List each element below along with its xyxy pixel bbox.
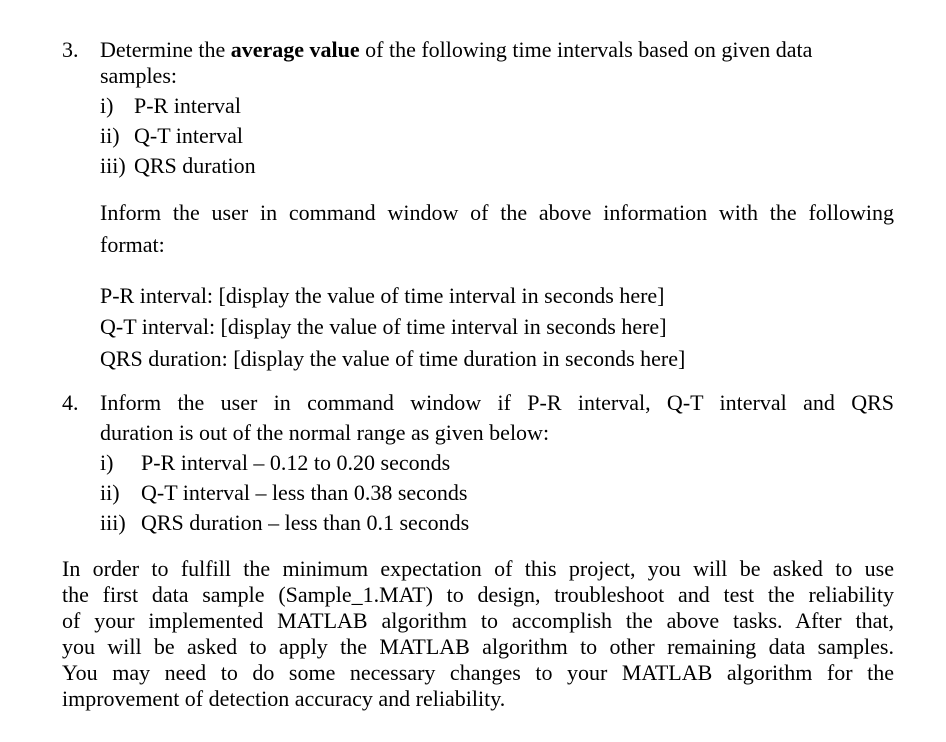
format-line-pr: P-R interval: [display the value of time interval in seconds here] bbox=[100, 283, 665, 308]
item-number: ii) bbox=[100, 123, 120, 148]
item-text: P-R interval bbox=[134, 93, 241, 118]
closing-line-3: of your implemented MATLAB algorithm to accomplish the above tasks. After that, bbox=[62, 608, 894, 633]
closing-line-6: improvement of detection accuracy and reliability. bbox=[62, 686, 506, 711]
item-text: QRS duration bbox=[134, 153, 256, 178]
closing-line-1: In order to fulfill the minimum expectation of this project, you will be asked to use bbox=[62, 556, 894, 581]
question-3-inform-line-2: format: bbox=[100, 232, 165, 257]
item-text: P-R interval – 0.12 to 0.20 seconds bbox=[141, 450, 451, 475]
closing-line-5: You may need to do some necessary changes to your MATLAB algorithm for the bbox=[62, 660, 894, 685]
question-3-bold-text: average value bbox=[230, 37, 360, 62]
question-3-number: 3. bbox=[62, 37, 79, 62]
question-3-line-1 bbox=[100, 37, 812, 63]
question-4-line-1: Inform the user in command window if P-R interval, Q-T interval and QRS bbox=[100, 390, 894, 415]
item-text: Q-T interval – less than 0.38 seconds bbox=[141, 480, 468, 505]
item-number: iii) bbox=[100, 510, 126, 535]
item-number: i) bbox=[100, 450, 114, 475]
question-3-text-before: Determine the bbox=[100, 37, 226, 62]
item-number: iii) bbox=[100, 153, 126, 178]
item-number: i) bbox=[100, 93, 114, 118]
question-4-number: 4. bbox=[62, 390, 79, 415]
item-text: Q-T interval bbox=[134, 123, 243, 148]
item-number: ii) bbox=[100, 480, 120, 505]
closing-line-2: the first data sample (Sample_1.MAT) to design, troubleshoot and test the reliability bbox=[62, 582, 894, 607]
item-text: QRS duration – less than 0.1 seconds bbox=[141, 510, 470, 535]
question-3-inform-line-1: Inform the user in command window of the above information with the following bbox=[100, 200, 894, 225]
question-3-text-after: of the following time intervals based on given data bbox=[365, 37, 813, 62]
question-3-line-2: samples: bbox=[100, 63, 177, 88]
format-line-qrs: QRS duration: [display the value of time duration in seconds here] bbox=[100, 346, 686, 371]
question-4-line-2: duration is out of the normal range as given below: bbox=[100, 420, 550, 445]
closing-line-4: you will be asked to apply the MATLAB algorithm to other remaining data samples. bbox=[62, 634, 894, 659]
format-line-qt: Q-T interval: [display the value of time interval in seconds here] bbox=[100, 314, 667, 339]
